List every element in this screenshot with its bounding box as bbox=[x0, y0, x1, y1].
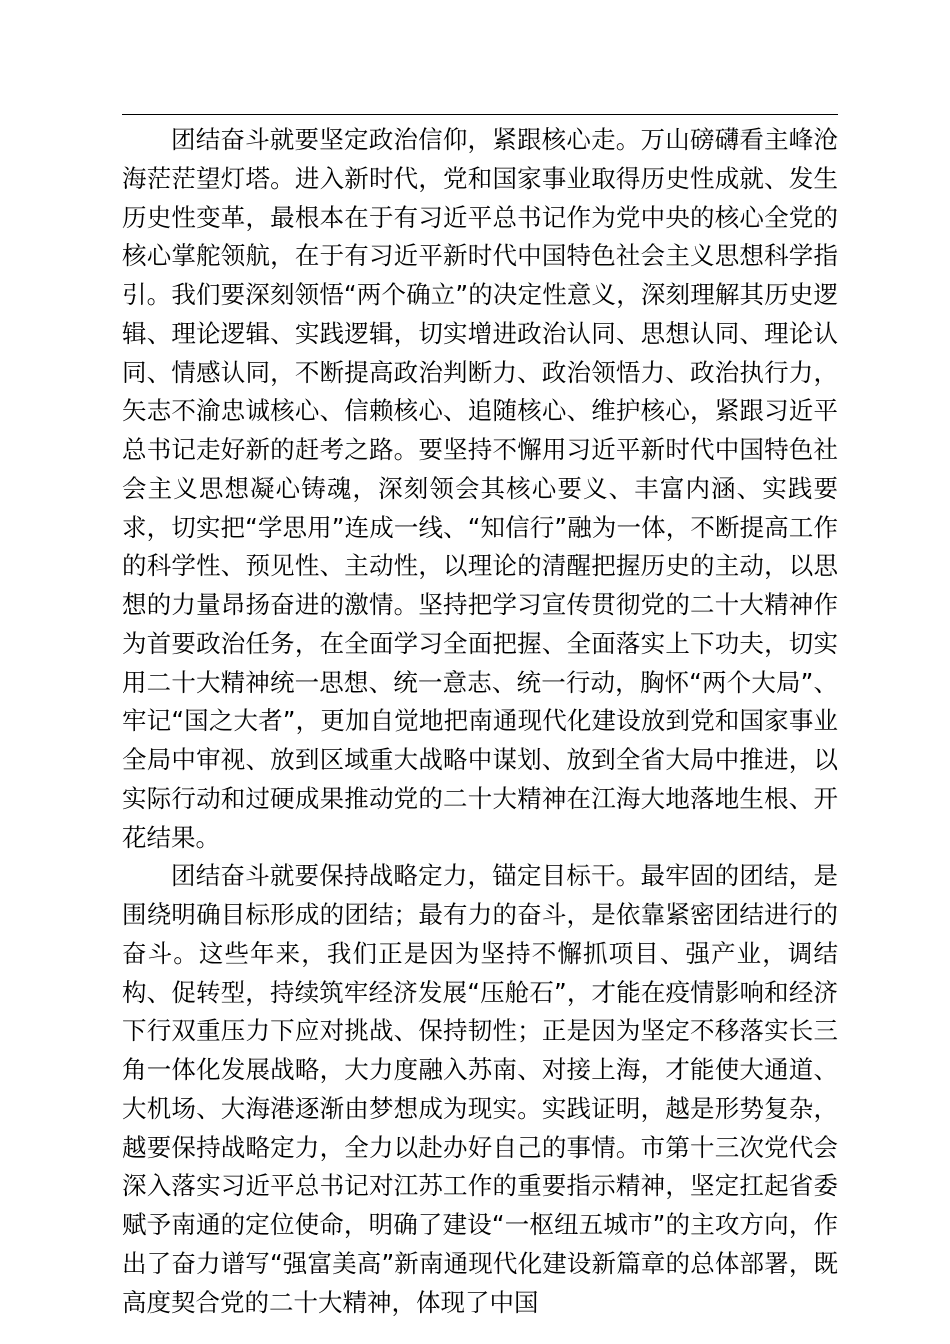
document-body bbox=[122, 121, 838, 1322]
header-rule bbox=[122, 114, 838, 115]
paragraph-1: 团结奋斗就要坚定政治信仰，紧跟核心走。万山磅礴看主峰沧海茫茫望灯塔。进入新时代，党和国家事业取得历史性成就、发生历史性变革，最根本在于有习近平总书记作为党中央的核心全党的核心掌舵领航，在于有习近平新时代中国特色社会主义思想科学指引。我们要深刻领悟“两个确立”的决定性意义，深刻理解其历史逻辑、理论逻辑、实践逻辑，切实增进政治认同、思想认同、理论认同、情感认同，不断提高政治判断力、政治领悟力、政治执行力，矢志不渝忠诚核心、信赖核心、追随核心、维护核心，紧跟习近平总书记走好新的赶考之路。要坚持不懈用习近平新时代中国特色社会主义思想凝心铸魂，深刻领会其核心要义、丰富内涵、实践要求，切实把“学思用”连成一线、“知信行”融为一体，不断提高工作的科学性、预见性、主动性，以理论的清醒把握历史的主动，以思想的力量昂扬奋进的激情。坚持把学习宣传贯彻党的二十大精神作为首要政治任务，在全面学习全面把握、全面落实上下功夫，切实用二十大精神统一思想、统一意志、统一行动，胸怀“两个大局”、牢记“国之大者”，更加自觉地把南通现代化建设放到党和国家事业全局中审视、放到区域重大战略中谋划、放到全省大局中推进，以实际行动和过硬成果推动党的二十大精神在江海大地落地生根、开花结果。 bbox=[122, 125, 838, 852]
paragraph-2: 团结奋斗就要保持战略定力，锚定目标干。最牢固的团结，是围绕明确目标形成的团结；最有力的奋斗，是依靠紧密团结进行的奋斗。这些年来，我们正是因为坚持不懈抓项目、强产业，调结构、促转型，持续筑牢经济发展“压舱石”，才能在疫情影响和经济下行双重压力下应对挑战、保持韧性；正是因为坚定不移落实长三角一体化发展战略，大力度融入苏南、对接上海，才能使大通道、大机场、大海港逐渐由梦想成为现实。实践证明，越是形势复杂，越要保持战略定力，全力以赴办好自己的事情。市第十三次党代会深入落实习近平总书记对江苏工作的重要指示精神，坚定扛起省委赋予南通的定位使命，明确了建设“一枢纽五城市”的主攻方向，作出了奋力谱写“强富美高”新南通现代化建设新篇章的总体部署，既高度契合党的二十大精神，体现了中国 bbox=[122, 861, 838, 1317]
